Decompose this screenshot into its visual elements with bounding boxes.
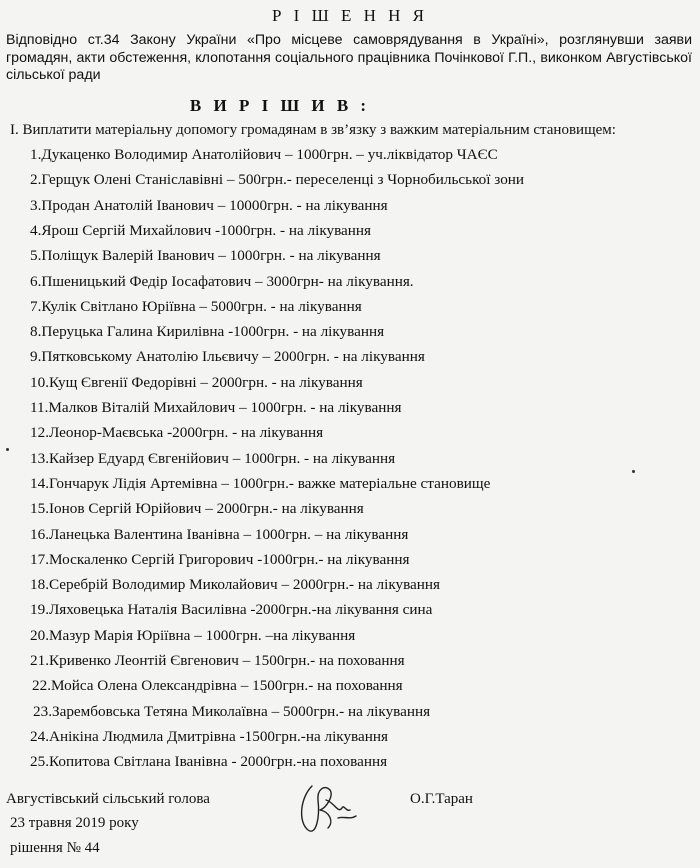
document-date: 23 травня 2019 року <box>10 815 139 831</box>
list-item: 6.Пшеницький Федір Іосафатович – 3000грн- на лікування. <box>30 272 414 290</box>
list-item: 20.Мазур Марія Юріївна – 1000грн. –на лікування <box>30 626 356 644</box>
list-item: 18.Серебрій Володимир Миколайович – 2000грн.- на лікування <box>30 576 441 594</box>
list-item: 2.Герщук Олені Станіславівні – 500грн.- переселенці з Чорнобильської зони <box>30 171 525 189</box>
list-item: 9.Пятковському Анатолію Ільєвичу – 2000грн. - на лікування <box>30 348 425 366</box>
list-item: 21.Кривенко Леонтій Євгенович – 1500грн.- на поховання <box>30 652 405 669</box>
list-item: 16.Ланецька Валентина Іванівна – 1000грн. – на лікування <box>30 525 409 543</box>
decision-number: рішення № 44 <box>10 840 100 856</box>
list-item: 25.Копитова Світлана Іванівна - 2000грн.-на поховання <box>30 753 388 771</box>
list-item: 1.Дукаценко Володимир Анатолійович – 1000грн. – уч.ліквідатор ЧАЄС <box>30 146 498 163</box>
list-item: 3.Продан Анатолій Іванович – 10000грн. - на лікування <box>30 196 388 214</box>
document-intro: Відповідно ст.34 Закону України «Про місцеве самоврядування в Україні», розглянувши заяви громадян, акти обстеження, клопотання соціального працівника Почінкової Г.П., виконком Августівської сільської ради <box>6 32 692 83</box>
list-item: 11.Малков Віталій Михайлович – 1000грн. - на лікування <box>30 399 402 416</box>
list-item: 13.Кайзер Едуард Євгенійович – 1000грн. - на лікування <box>30 449 396 467</box>
list-item: 17.Москаленко Сергій Григорович -1000грн.- на лікування <box>30 550 410 568</box>
list-item: 4.Ярош Сергій Михайлович -1000грн. - на лікування <box>30 221 372 239</box>
list-item: 8.Перуцька Галина Кирилівна -1000грн. - на лікування <box>30 323 385 341</box>
head-title: Августівський сільський голова <box>6 791 210 807</box>
list-item: 24.Анікіна Людмила Дмитрівна -1500грн.-на лікування <box>30 727 389 745</box>
list-item: 5.Поліщук Валерій Іванович – 1000грн. - на лікування <box>30 247 381 265</box>
list-item: 7.Кулік Світлано Юріївна – 5000грн. - на лікування <box>30 297 362 315</box>
list-item: 15.Іонов Сергій Юрійович – 2000грн.- на лікування <box>30 500 364 518</box>
document-title: Р І Ш Е Н Н Я <box>271 6 429 25</box>
list-item: 10.Кущ Євгенії Федорівні – 2000грн. - на лікування <box>30 373 363 391</box>
list-item: 22.Мойса Олена Олександрівна – 1500грн.- на поховання <box>32 677 403 695</box>
list-item: 12.Леонор-Маєвська -2000грн. - на лікування <box>30 424 324 442</box>
list-item: 14.Гончарук Лідія Артемівна – 1000грн.- важке матеріальне становище <box>30 474 491 492</box>
list-item: 19.Ляховецька Наталія Василівна -2000грн.-на лікування сина <box>30 601 433 619</box>
list-item: 23.Зарембовська Тетяна Миколаївна – 5000грн.- на лікування <box>33 702 431 720</box>
signature <box>290 778 360 840</box>
head-name: О.Г.Таран <box>410 791 473 807</box>
scan-speck <box>632 470 635 473</box>
item-one-heading: І. Виплатити матеріальну допомогу громадянам в зв’язку з важким матеріальним становищем: <box>10 122 616 138</box>
decided-heading: В И Р І Ш И В : <box>189 96 371 115</box>
scan-speck <box>6 448 9 451</box>
